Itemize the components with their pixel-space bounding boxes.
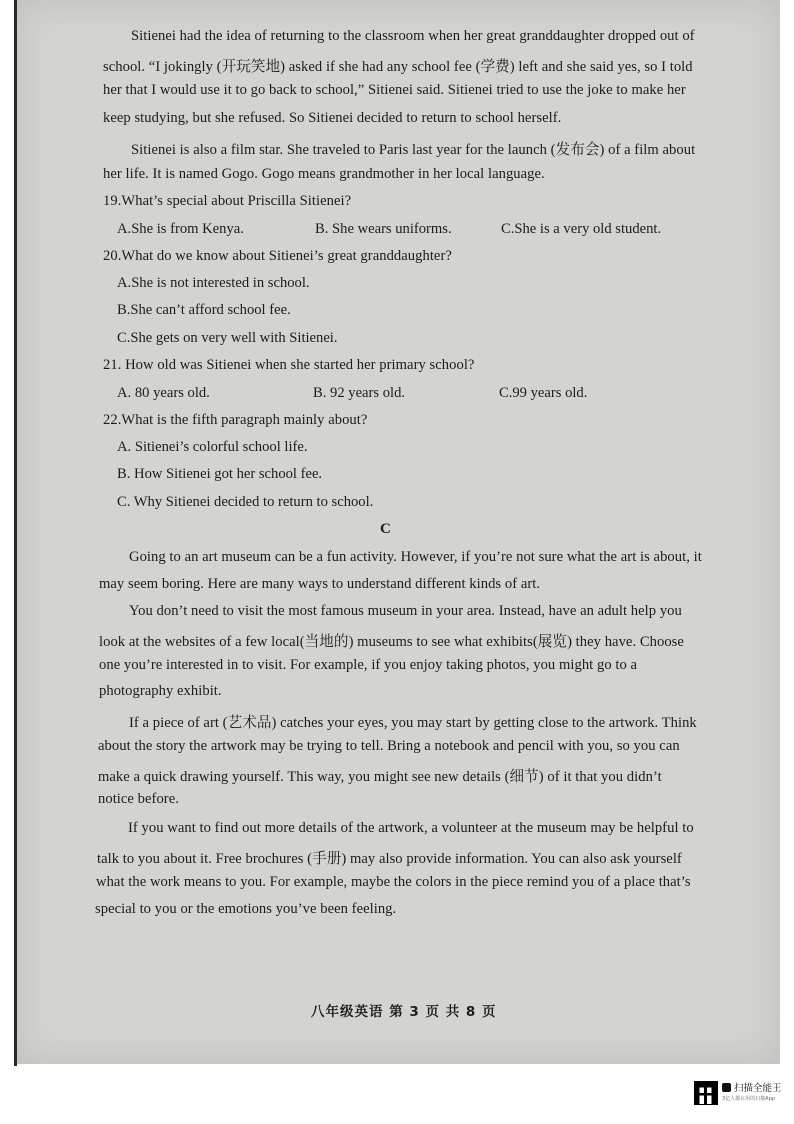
text-line: Going to an art museum can be a fun activity. However, if you’re not sure what the art is about, it [129, 549, 702, 565]
text-line: keep studying, but she refused. So Sitienei decided to return to school herself. [103, 110, 562, 126]
question-stem: 22.What is the fifth paragraph mainly about? [103, 412, 368, 428]
page-footer: 八年级英语 第 3 页 共 8 页 [311, 1004, 497, 1020]
answer-option: B. 92 years old. [313, 385, 406, 401]
answer-option: A.She is not interested in school. [117, 275, 310, 291]
answer-option: B. How Sitienei got her school fee. [117, 466, 323, 482]
question-stem: 20.What do we know about Sitienei’s great granddaughter? [103, 248, 452, 264]
text-line: her life. It is named Gogo. Gogo means grandmother in her local language. [103, 166, 545, 182]
text-line: about the story the artwork may be trying to tell. Bring a notebook and pencil with you, so you can [98, 738, 680, 754]
scanner-tagline: 3亿人都在用的扫描App [722, 1096, 775, 1102]
text-line: what the work means to you. For example, maybe the colors in the piece remind you of a place that’s [96, 874, 691, 890]
text-line: If a piece of art (艺术品) catches your eyes, you may start by getting close to the artwork. Think [129, 715, 697, 731]
answer-option: B. She wears uniforms. [315, 221, 452, 237]
text-line: look at the websites of a few local(当地的) museums to see what exhibits(展览) they have. Choose [99, 634, 684, 650]
answer-option: C.99 years old. [499, 385, 588, 401]
qr-code-icon [694, 1081, 718, 1105]
answer-option: A.She is from Kenya. [117, 221, 244, 237]
answer-option: B.She can’t afford school fee. [117, 302, 291, 318]
text-line: her that I would use it to go back to school,” Sitienei said. Sitienei tried to use the joke to make her [103, 82, 686, 98]
text-line: school. “I jokingly (开玩笑地) asked if she had any school fee (学费) left and she said yes, so I told [103, 59, 693, 75]
answer-option: A. Sitienei’s colorful school life. [117, 439, 308, 455]
answer-option: C. Why Sitienei decided to return to school. [117, 494, 374, 510]
text-line: may seem boring. Here are many ways to understand different kinds of art. [99, 576, 541, 592]
scanner-logo-icon [722, 1083, 731, 1092]
text-line: special to you or the emotions you’ve been feeling. [95, 901, 397, 917]
section-heading: C [380, 521, 391, 537]
text-line: If you want to find out more details of the artwork, a volunteer at the museum may be helpful to [128, 820, 694, 836]
scanner-brand-name: 扫描全能王 [734, 1083, 782, 1094]
text-line: photography exhibit. [99, 683, 222, 699]
text-line: make a quick drawing yourself. This way, you might see new details (细节) of it that you didn’t [98, 769, 662, 785]
text-line: Sitienei had the idea of returning to the classroom when her great granddaughter dropped out of [131, 28, 695, 44]
question-stem: 21. How old was Sitienei when she started her primary school? [103, 357, 475, 373]
answer-option: A. 80 years old. [117, 385, 210, 401]
text-line: notice before. [98, 791, 179, 807]
text-line: Sitienei is also a film star. She traveled to Paris last year for the launch (发布会) of a film about [131, 142, 696, 158]
answer-option: C.She is a very old student. [501, 221, 662, 237]
scanner-watermark [690, 1078, 784, 1110]
text-line: talk to you about it. Free brochures (手册) may also provide information. You can also ask yourself [97, 851, 682, 867]
question-stem: 19.What’s special about Priscilla Sitienei? [103, 193, 352, 209]
text-line: one you’re interested in to visit. For example, if you enjoy taking photos, you might go to a [99, 657, 638, 673]
text-line: You don’t need to visit the most famous museum in your area. Instead, have an adult help you [129, 603, 682, 619]
page-edge-shadow [14, 0, 17, 1066]
answer-option: C.She gets on very well with Sitienei. [117, 330, 338, 346]
